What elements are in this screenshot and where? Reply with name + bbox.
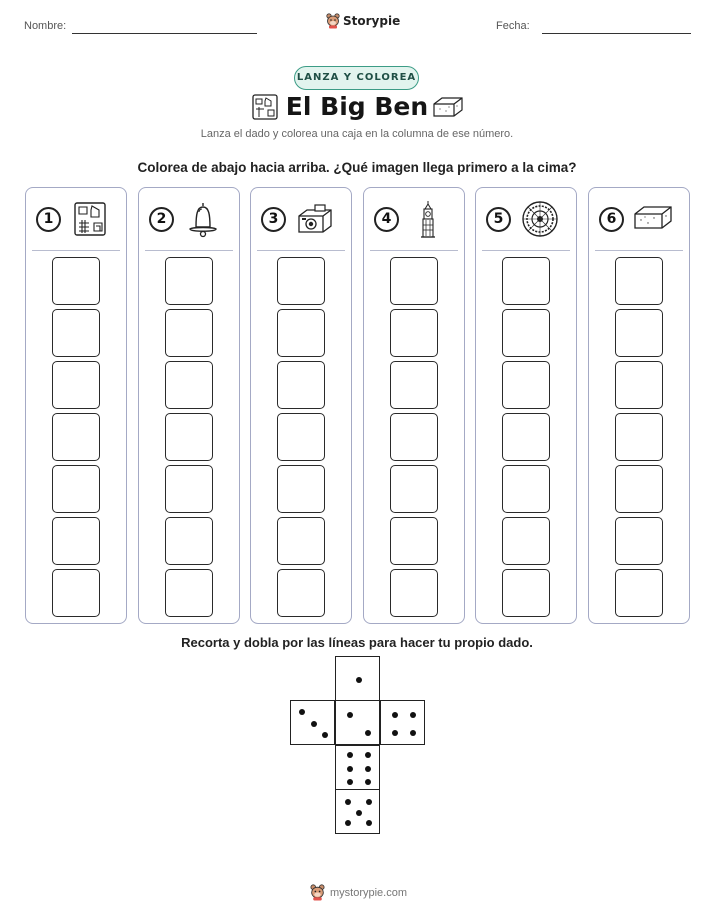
column-number: 3 [261,207,286,232]
die-pip [345,820,351,826]
color-box[interactable] [277,465,325,513]
color-box[interactable] [390,361,438,409]
footer-url[interactable]: mystorypie.com [330,886,408,899]
color-box[interactable] [390,465,438,513]
die-pip [392,712,398,718]
die-pip [410,712,416,718]
column-1 [25,187,127,624]
die-pip [347,752,353,758]
color-box[interactable] [277,413,325,461]
color-box[interactable] [52,361,100,409]
color-box[interactable] [165,517,213,565]
die-face-4 [380,700,425,745]
die-pip [356,810,362,816]
die-pip [365,730,371,736]
color-box[interactable] [165,465,213,513]
column-2 [138,187,240,624]
brick-icon [633,199,673,239]
column-3 [250,187,352,624]
date-line[interactable] [542,33,691,34]
die-pip [345,799,351,805]
die-pip [366,820,372,826]
die-pip [347,712,353,718]
die-face-6 [335,745,380,790]
die-pip [410,730,416,736]
name-label: Nombre: [24,20,67,32]
color-box[interactable] [615,569,663,617]
die-pip [299,709,305,715]
color-box[interactable] [615,465,663,513]
activity-badge: LANZA Y COLOREA [294,66,419,90]
color-box[interactable] [52,257,100,305]
die-pip [311,721,317,727]
clock-tower-icon [408,199,448,239]
column-number: 5 [486,207,511,232]
color-box[interactable] [390,309,438,357]
column-number: 1 [36,207,61,232]
color-box[interactable] [277,309,325,357]
subtitle: Lanza el dado y colorea una caja en la columna de ese número. [200,128,514,140]
die-pip [365,766,371,772]
color-box[interactable] [165,361,213,409]
column-6 [588,187,690,624]
column-5 [475,187,577,624]
column-divider [257,250,345,251]
bell-icon [183,199,223,239]
color-box[interactable] [502,517,550,565]
color-box[interactable] [502,465,550,513]
color-box[interactable] [165,309,213,357]
die-pip [365,779,371,785]
color-box[interactable] [615,257,663,305]
name-line[interactable] [72,33,257,34]
die-pip [356,677,362,683]
color-box[interactable] [502,413,550,461]
column-4 [363,187,465,624]
bear-mascot-icon [326,13,340,29]
map-icon [70,199,110,239]
brand-logo [326,13,400,29]
color-box-stack [165,257,213,621]
die-face-1 [335,656,380,701]
column-number: 2 [149,207,174,232]
color-box[interactable] [390,257,438,305]
bear-mascot-icon [310,884,325,901]
brand-name: Storypie [343,14,401,28]
column-number: 4 [374,207,399,232]
color-box-stack [52,257,100,621]
color-box[interactable] [615,517,663,565]
color-box[interactable] [277,361,325,409]
die-pip [347,766,353,772]
color-box[interactable] [390,517,438,565]
color-box[interactable] [390,413,438,461]
date-label: Fecha: [496,20,530,32]
color-box[interactable] [277,517,325,565]
instruction-heading: Colorea de abajo hacia arriba. ¿Qué imagen llega primero a la cima? [137,160,577,175]
die-pip [365,752,371,758]
color-box[interactable] [277,257,325,305]
die-face-3 [290,700,335,745]
color-box[interactable] [615,361,663,409]
color-box[interactable] [165,413,213,461]
color-box[interactable] [615,309,663,357]
color-box-stack [390,257,438,621]
color-box[interactable] [165,257,213,305]
column-number: 6 [599,207,624,232]
column-divider [370,250,458,251]
color-box[interactable] [390,569,438,617]
color-box[interactable] [52,309,100,357]
color-box[interactable] [615,413,663,461]
die-instruction: Recorta y dobla por las líneas para hacer tu propio dado. [181,635,533,650]
column-divider [32,250,120,251]
die-pip [392,730,398,736]
column-divider [595,250,683,251]
color-box[interactable] [502,257,550,305]
page-title: El Big Ben [285,92,429,121]
color-box[interactable] [52,465,100,513]
color-box[interactable] [502,361,550,409]
die-face-2 [335,700,380,745]
color-box-stack [615,257,663,621]
die-pip [347,779,353,785]
color-box[interactable] [52,517,100,565]
color-box[interactable] [277,569,325,617]
brick-icon [432,95,464,119]
die-pip [322,732,328,738]
color-box[interactable] [52,569,100,617]
color-box[interactable] [165,569,213,617]
color-box-stack [277,257,325,621]
camera-icon [295,199,335,239]
die-face-5 [335,789,380,834]
round-window-icon [520,199,560,239]
column-divider [482,250,570,251]
color-box[interactable] [502,569,550,617]
footer [310,884,407,901]
color-box[interactable] [502,309,550,357]
column-divider [145,250,233,251]
color-box-stack [502,257,550,621]
die-pip [366,799,372,805]
color-box[interactable] [52,413,100,461]
